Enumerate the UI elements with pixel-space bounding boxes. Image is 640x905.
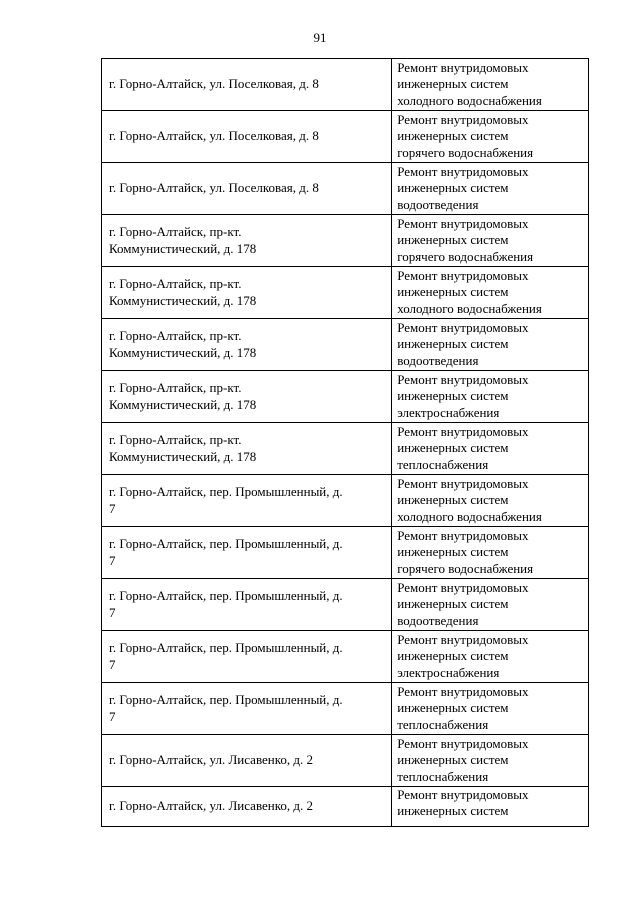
address-cell xyxy=(102,371,392,423)
address-line: г. Горно-Алтайск, пер. Промышленный, д. xyxy=(109,640,343,656)
work-type-line: Ремонт внутридомовых xyxy=(397,580,529,596)
work-type-line: Ремонт внутридомовых xyxy=(397,268,529,284)
work-type-line: теплоснабжения xyxy=(397,768,489,784)
work-type-line: инженерных систем xyxy=(397,544,509,560)
work-type-line: Ремонт внутридомовых xyxy=(397,476,529,492)
table-row xyxy=(102,215,589,267)
table-row xyxy=(102,59,589,111)
work-type-cell xyxy=(392,683,589,735)
address-line: Коммунистический, д. 178 xyxy=(109,240,257,256)
address-line: г. Горно-Алтайск, пер. Промышленный, д. xyxy=(109,588,343,604)
address-line: г. Горно-Алтайск, пр-кт. xyxy=(109,380,242,396)
address-line: г. Горно-Алтайск, ул. Лисавенко, д. 2 xyxy=(109,798,314,814)
address-line: г. Горно-Алтайск, пр-кт. xyxy=(109,328,242,344)
work-type-line: горячего водоснабжения xyxy=(397,560,534,576)
address-line: 7 xyxy=(109,500,116,516)
work-type-cell xyxy=(392,215,589,267)
address-line: Коммунистический, д. 178 xyxy=(109,344,257,360)
table-row xyxy=(102,319,589,371)
table-row xyxy=(102,423,589,475)
work-type-line: инженерных систем xyxy=(397,232,509,248)
work-type-line: инженерных систем xyxy=(397,803,509,819)
address-cell xyxy=(102,683,392,735)
work-type-cell xyxy=(392,111,589,163)
work-type-line: холодного водоснабжения xyxy=(397,300,542,316)
address-line: г. Горно-Алтайск, ул. Поселковая, д. 8 xyxy=(109,76,319,92)
work-type-cell xyxy=(392,267,589,319)
work-type-line: Ремонт внутридомовых xyxy=(397,320,529,336)
work-type-line: холодного водоснабжения xyxy=(397,508,542,524)
work-type-cell xyxy=(392,527,589,579)
table-row xyxy=(102,579,589,631)
work-type-line: Ремонт внутридомовых xyxy=(397,372,529,388)
work-type-line: водоотведения xyxy=(397,196,479,212)
table-row xyxy=(102,683,589,735)
work-type-line: Ремонт внутридомовых xyxy=(397,736,529,752)
address-cell xyxy=(102,527,392,579)
work-type-line: инженерных систем xyxy=(397,492,509,508)
table-row xyxy=(102,631,589,683)
work-type-line: водоотведения xyxy=(397,612,479,628)
table-row xyxy=(102,475,589,527)
address-line: 7 xyxy=(109,708,116,724)
address-line: г. Горно-Алтайск, пер. Промышленный, д. xyxy=(109,484,343,500)
table-row xyxy=(102,735,589,787)
address-cell xyxy=(102,475,392,527)
address-cell xyxy=(102,267,392,319)
work-type-cell xyxy=(392,163,589,215)
work-type-line: Ремонт внутридомовых xyxy=(397,787,529,802)
work-type-line: инженерных систем xyxy=(397,180,509,196)
table-row xyxy=(102,267,589,319)
work-type-line: водоотведения xyxy=(397,352,479,368)
work-type-line: инженерных систем xyxy=(397,596,509,612)
address-line: Коммунистический, д. 178 xyxy=(109,448,257,464)
address-line: Коммунистический, д. 178 xyxy=(109,396,257,412)
address-cell xyxy=(102,111,392,163)
address-cell xyxy=(102,163,392,215)
address-line: г. Горно-Алтайск, пр-кт. xyxy=(109,276,242,292)
work-type-cell xyxy=(392,423,589,475)
table-row xyxy=(102,787,589,827)
work-type-line: Ремонт внутридомовых xyxy=(397,424,529,440)
work-type-cell xyxy=(392,59,589,111)
work-type-line: электроснабжения xyxy=(397,404,500,420)
work-type-line: инженерных систем xyxy=(397,700,509,716)
work-type-line: инженерных систем xyxy=(397,284,509,300)
address-line: г. Горно-Алтайск, пр-кт. xyxy=(109,432,242,448)
work-type-line: горячего водоснабжения xyxy=(397,144,534,160)
address-cell xyxy=(102,631,392,683)
address-cell xyxy=(102,319,392,371)
work-type-cell xyxy=(392,579,589,631)
work-type-cell xyxy=(392,787,589,827)
work-type-cell xyxy=(392,319,589,371)
work-type-line: инженерных систем xyxy=(397,388,509,404)
address-line: г. Горно-Алтайск, ул. Поселковая, д. 8 xyxy=(109,180,319,196)
address-cell xyxy=(102,59,392,111)
work-type-cell xyxy=(392,371,589,423)
work-type-line: Ремонт внутридомовых xyxy=(397,528,529,544)
work-type-line: Ремонт внутридомовых xyxy=(397,112,529,128)
work-type-line: инженерных систем xyxy=(397,648,509,664)
work-type-line: инженерных систем xyxy=(397,76,509,92)
work-type-line: Ремонт внутридомовых xyxy=(397,164,529,180)
address-cell xyxy=(102,215,392,267)
table-row xyxy=(102,111,589,163)
address-cell xyxy=(102,735,392,787)
address-line: г. Горно-Алтайск, пер. Промышленный, д. xyxy=(109,536,343,552)
table-row xyxy=(102,527,589,579)
work-type-line: инженерных систем xyxy=(397,752,509,768)
table-row xyxy=(102,163,589,215)
address-cell xyxy=(102,423,392,475)
address-line: г. Горно-Алтайск, ул. Поселковая, д. 8 xyxy=(109,128,319,144)
address-cell xyxy=(102,579,392,631)
work-type-line: Ремонт внутридомовых xyxy=(397,684,529,700)
address-line: Коммунистический, д. 178 xyxy=(109,292,257,308)
address-line: г. Горно-Алтайск, пер. Промышленный, д. xyxy=(109,692,343,708)
work-type-line: теплоснабжения xyxy=(397,456,489,472)
address-line: г. Горно-Алтайск, пр-кт. xyxy=(109,224,242,240)
work-type-cell xyxy=(392,735,589,787)
work-type-line: инженерных систем xyxy=(397,128,509,144)
work-type-line: электроснабжения xyxy=(397,664,500,680)
work-type-line: холодного водоснабжения xyxy=(397,92,542,108)
address-line: 7 xyxy=(109,656,116,672)
work-type-cell xyxy=(392,631,589,683)
work-type-line: горячего водоснабжения xyxy=(397,248,534,264)
work-type-line: инженерных систем xyxy=(397,336,509,352)
address-line: 7 xyxy=(109,604,116,620)
work-type-line: Ремонт внутридомовых xyxy=(397,60,529,76)
work-type-cell xyxy=(392,475,589,527)
work-type-line: Ремонт внутридомовых xyxy=(397,216,529,232)
table-row xyxy=(102,371,589,423)
works-table xyxy=(101,58,589,827)
address-line: г. Горно-Алтайск, ул. Лисавенко, д. 2 xyxy=(109,752,314,768)
work-type-line: теплоснабжения xyxy=(397,716,489,732)
address-cell xyxy=(102,787,392,827)
address-line: 7 xyxy=(109,552,116,568)
work-type-line: Ремонт внутридомовых xyxy=(397,632,529,648)
page-number: 91 xyxy=(313,30,327,45)
work-type-line: инженерных систем xyxy=(397,440,509,456)
table-body xyxy=(102,59,589,827)
